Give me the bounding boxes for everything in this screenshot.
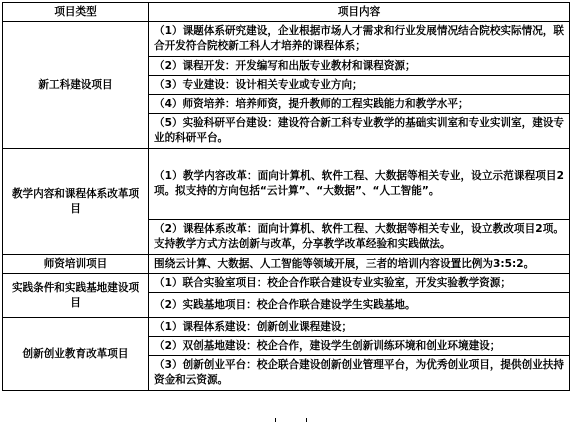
header-content: 项目内容 [149, 3, 570, 22]
project-content-cell: （3）创新创业平台：校企联合建设创新创业管理平台，为优秀创业项目，提供创业扶持资金和云资源。 [149, 356, 570, 391]
project-type-cell: 实践条件和实践基地建设项目 [3, 274, 149, 318]
project-content-cell: （1）联合实验室项目：校企合作联合建设专业实验室，开发实验教学资源； [149, 274, 570, 293]
project-content-cell: （5）实验科研平台建设：建设符合新工科专业教学的基础实训室和专业实训室，建设专业的科研平台。 [149, 114, 570, 149]
project-content-cell: （4）师资培养：培养师资，提升教师的工程实践能力和教学水平； [149, 95, 570, 114]
project-content-cell: （1）课题体系研究建设，企业根据市场人才需求和行业发展情况结合院校实际情况，联合开发符合院校新工科人才培养的课程体系； [149, 22, 570, 57]
project-content-cell: （2）双创基地建设：校企合作，建设学生创新训练环境和创业环境建设； [149, 337, 570, 356]
project-content-cell: （2）实践基地项目：校企合作联合建设学生实践基地。 [149, 293, 570, 318]
project-content-cell: （3）专业建设：设计相关专业或专业方向； [149, 76, 570, 95]
project-content-cell: （1）课程体系建设：创新创业课程建设； [149, 318, 570, 337]
project-type-cell: 新工科建设项目 [3, 22, 149, 149]
table-row [3, 318, 570, 337]
project-type-cell: 师资培训项目 [3, 255, 149, 274]
project-type-cell: 创新创业教育改革项目 [3, 318, 149, 391]
table-row [3, 274, 570, 293]
project-table [2, 2, 570, 391]
table-row [3, 149, 570, 220]
project-content-cell: （1）教学内容改革：面向计算机、软件工程、大数据等相关专业，设立示范课程项目2项。拟支持的方向包括“云计算”、“大数据”、“人工智能”。 [149, 149, 570, 220]
project-content-cell: 围绕云计算、大数据、人工智能等领域开展，三者的培训内容设置比例为3:5:2。 [149, 255, 570, 274]
table-continuation-mark [275, 418, 307, 422]
table-row [3, 22, 570, 57]
header-type: 项目类型 [3, 3, 149, 22]
project-content-cell: （2）课程开发：开发编写和出版专业教材和课程资源； [149, 57, 570, 76]
project-type-cell: 教学内容和课程体系改革项目 [3, 149, 149, 255]
header-row [3, 3, 570, 22]
project-content-cell: （2）课程体系改革：面向计算机、软件工程、大数据等相关专业，设立教改项目2项。支持教学方式方法创新与改革，分享教学改革经验和实践做法。 [149, 220, 570, 255]
table-row [3, 255, 570, 274]
